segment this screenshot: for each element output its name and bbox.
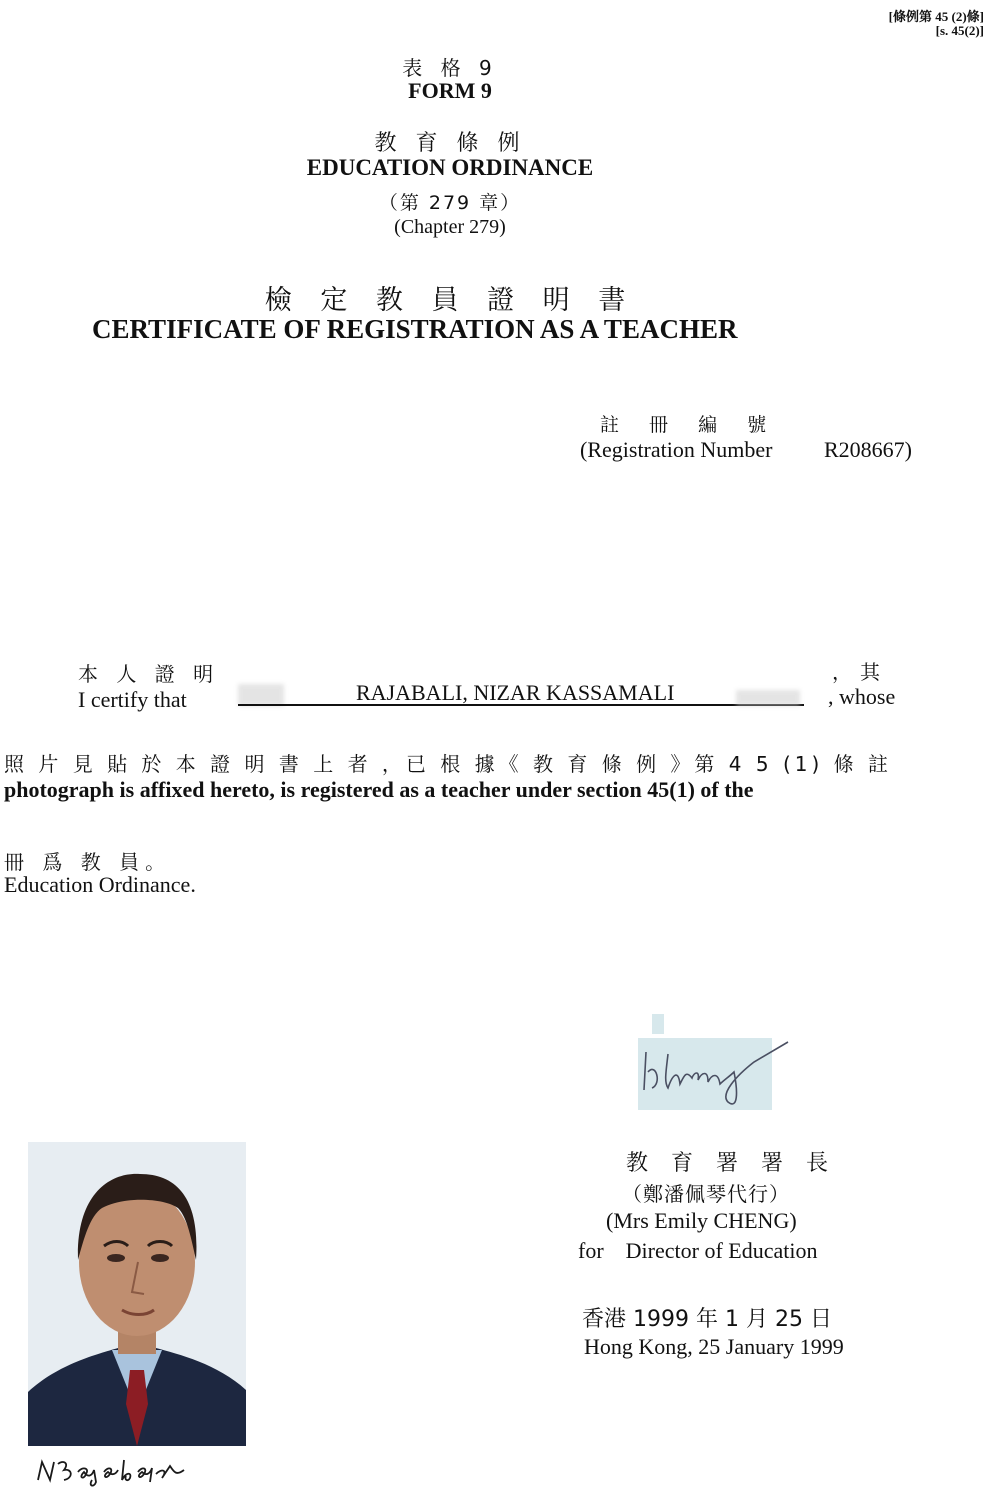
registration-label-en: (Registration Number: [580, 437, 773, 462]
signatory-name-zh: （鄭潘佩琴代行）: [622, 1182, 790, 1206]
director-signature: [638, 1038, 772, 1110]
signature-mark: [652, 1014, 664, 1034]
registration-number: R208667): [824, 437, 912, 462]
chapter-en: (Chapter 279): [394, 216, 506, 238]
form-number-zh: 表 格 9: [402, 56, 498, 80]
section-reference-zh: [條例第 45 (2)條]: [888, 9, 984, 24]
certificate-title-zh: 檢 定 教 員 證 明 書: [264, 285, 636, 316]
statement-line2-en: photograph is affixed hereto, is registered as a teacher under section 45(1) of the: [4, 777, 754, 802]
signatory-title-zh: 教 育 署 署 長: [626, 1151, 836, 1176]
teacher-photograph: [28, 1142, 246, 1446]
statement-line2-zh: 照 片 見 貼 於 本 證 明 書 上 者 ，已 根 據《 教 育 條 例 》第 4 5 (1) 條 註: [4, 752, 892, 776]
date-zh: 香港 1999 年 1 月 25 日: [582, 1307, 832, 1332]
section-reference-en: [s. 45(2)]: [935, 23, 984, 38]
holder-signature-icon: [34, 1452, 224, 1488]
teacher-name: RAJABALI, NIZAR KASSAMALI: [356, 680, 675, 705]
ordinance-title-zh: 教 育 條 例: [374, 131, 526, 156]
certificate-title-en: CERTIFICATE OF REGISTRATION AS A TEACHER: [92, 314, 738, 344]
whose-zh: ，其: [832, 660, 888, 684]
portrait-icon: [28, 1142, 246, 1446]
certify-zh: 本 人 證 明: [78, 662, 220, 686]
statement-line3-en: Education Ordinance.: [4, 872, 196, 897]
form-number-en: FORM 9: [408, 78, 492, 103]
certify-en: I certify that: [78, 687, 187, 712]
chapter-zh: （第 279 章）: [378, 192, 522, 214]
statement-line3-zh: 冊 爲 教 員。: [4, 850, 172, 874]
signatory-name-en: (Mrs Emily CHENG): [606, 1208, 797, 1233]
ordinance-title-en: EDUCATION ORDINANCE: [306, 155, 594, 180]
registration-label-zh: 註 冊 編 號: [600, 414, 779, 436]
redacted-mark-right: [736, 690, 800, 706]
redacted-mark-left: [238, 684, 284, 706]
whose-en: , whose: [828, 684, 896, 709]
signature-stroke-icon: [638, 1032, 788, 1122]
signatory-role-en: for Director of Education: [578, 1238, 818, 1263]
date-en: Hong Kong, 25 January 1999: [584, 1334, 844, 1359]
